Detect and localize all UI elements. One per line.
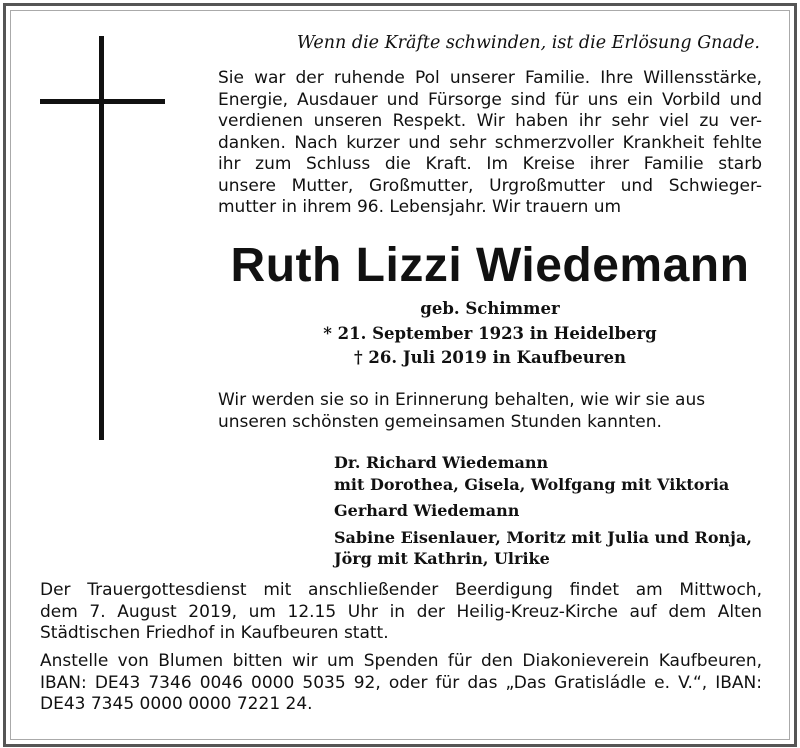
- mourner-line: Gerhard Wiedemann: [334, 501, 520, 520]
- cross-vertical-bar: [99, 36, 104, 440]
- intro-line: mutter in ihrem 96. Lebensjahr. Wir trauern um: [218, 197, 622, 217]
- death-date: † 26. Juli 2019 in Kaufbeuren: [354, 348, 626, 367]
- memory-line: Wir werden sie so in Erinnerung behalten, wie wir sie aus: [218, 390, 706, 410]
- intro-line: Energie, Ausdauer und Fürsorge sind für uns ein Vorbild und: [218, 89, 762, 110]
- birth-date: * 21. September 1923 in Heidelberg: [323, 323, 657, 343]
- donation-line: Anstelle von Blumen bitten wir um Spenden für den Diakonieverein Kaufbeuren,: [40, 651, 762, 671]
- service-line: Der Trauergottesdienst mit anschließender Beerdigung findet am Mittwoch,: [40, 580, 762, 600]
- donation-line: DE43 7345 0000 0000 7221 24.: [40, 694, 313, 714]
- mourner-line: Dr. Richard Wiedemann: [334, 453, 549, 472]
- mourner-group: [334, 500, 774, 522]
- intro-line: verdienen unseren Respekt. Wir haben ihr sehr viel zu ver-: [218, 111, 762, 131]
- mourners-list: [334, 452, 774, 575]
- deceased-name: Ruth Lizzi Wiedemann: [230, 239, 750, 292]
- cross-horizontal-bar: [40, 99, 165, 104]
- intro-line: Sie war der ruhende Pol unserer Familie. Ihre Willensstärke,: [218, 68, 762, 88]
- service-line: dem 7. August 2019, um 12.15 Uhr in der Heilig-Kreuz-Kirche auf dem Alten: [40, 601, 762, 622]
- mourner-group: [334, 452, 774, 495]
- intro-line: unsere Mutter, Großmutter, Urgroßmutter und Schwieger-: [218, 175, 762, 196]
- mourner-line: Sabine Eisenlauer, Moritz mit Julia und Ronja,: [334, 527, 752, 547]
- intro-line: danken. Nach kurzer und sehr schmerzvoller Krankheit fehlte: [218, 132, 762, 153]
- mourner-line: Jörg mit Kathrin, Ulrike: [334, 549, 550, 568]
- service-line: Städtischen Friedhof in Kaufbeuren statt.: [40, 623, 389, 643]
- maiden-name: geb. Schimmer: [420, 299, 560, 318]
- intro-paragraph: [218, 68, 762, 219]
- mourner-line: mit Dorothea, Gisela, Wolfgang mit Viktoria: [334, 474, 730, 494]
- intro-line: ihr zum Schluss die Kraft. Im Kreise ihrer Familie starb: [218, 154, 762, 174]
- deceased-details: [218, 297, 762, 371]
- donation-paragraph: [40, 651, 762, 716]
- mourner-group: [334, 527, 774, 570]
- memory-paragraph: [218, 390, 762, 433]
- motto-quote: Wenn die Kräfte schwinden, ist die Erlösung Gnade.: [296, 33, 760, 53]
- donation-line: IBAN: DE43 7346 0046 0000 5035 92, oder für das „Das Gratisládle e. V.“, IBAN:: [40, 672, 762, 693]
- funeral-service-paragraph: [40, 580, 762, 645]
- memory-line: unseren schönsten gemeinsamen Stunden kannten.: [218, 411, 662, 432]
